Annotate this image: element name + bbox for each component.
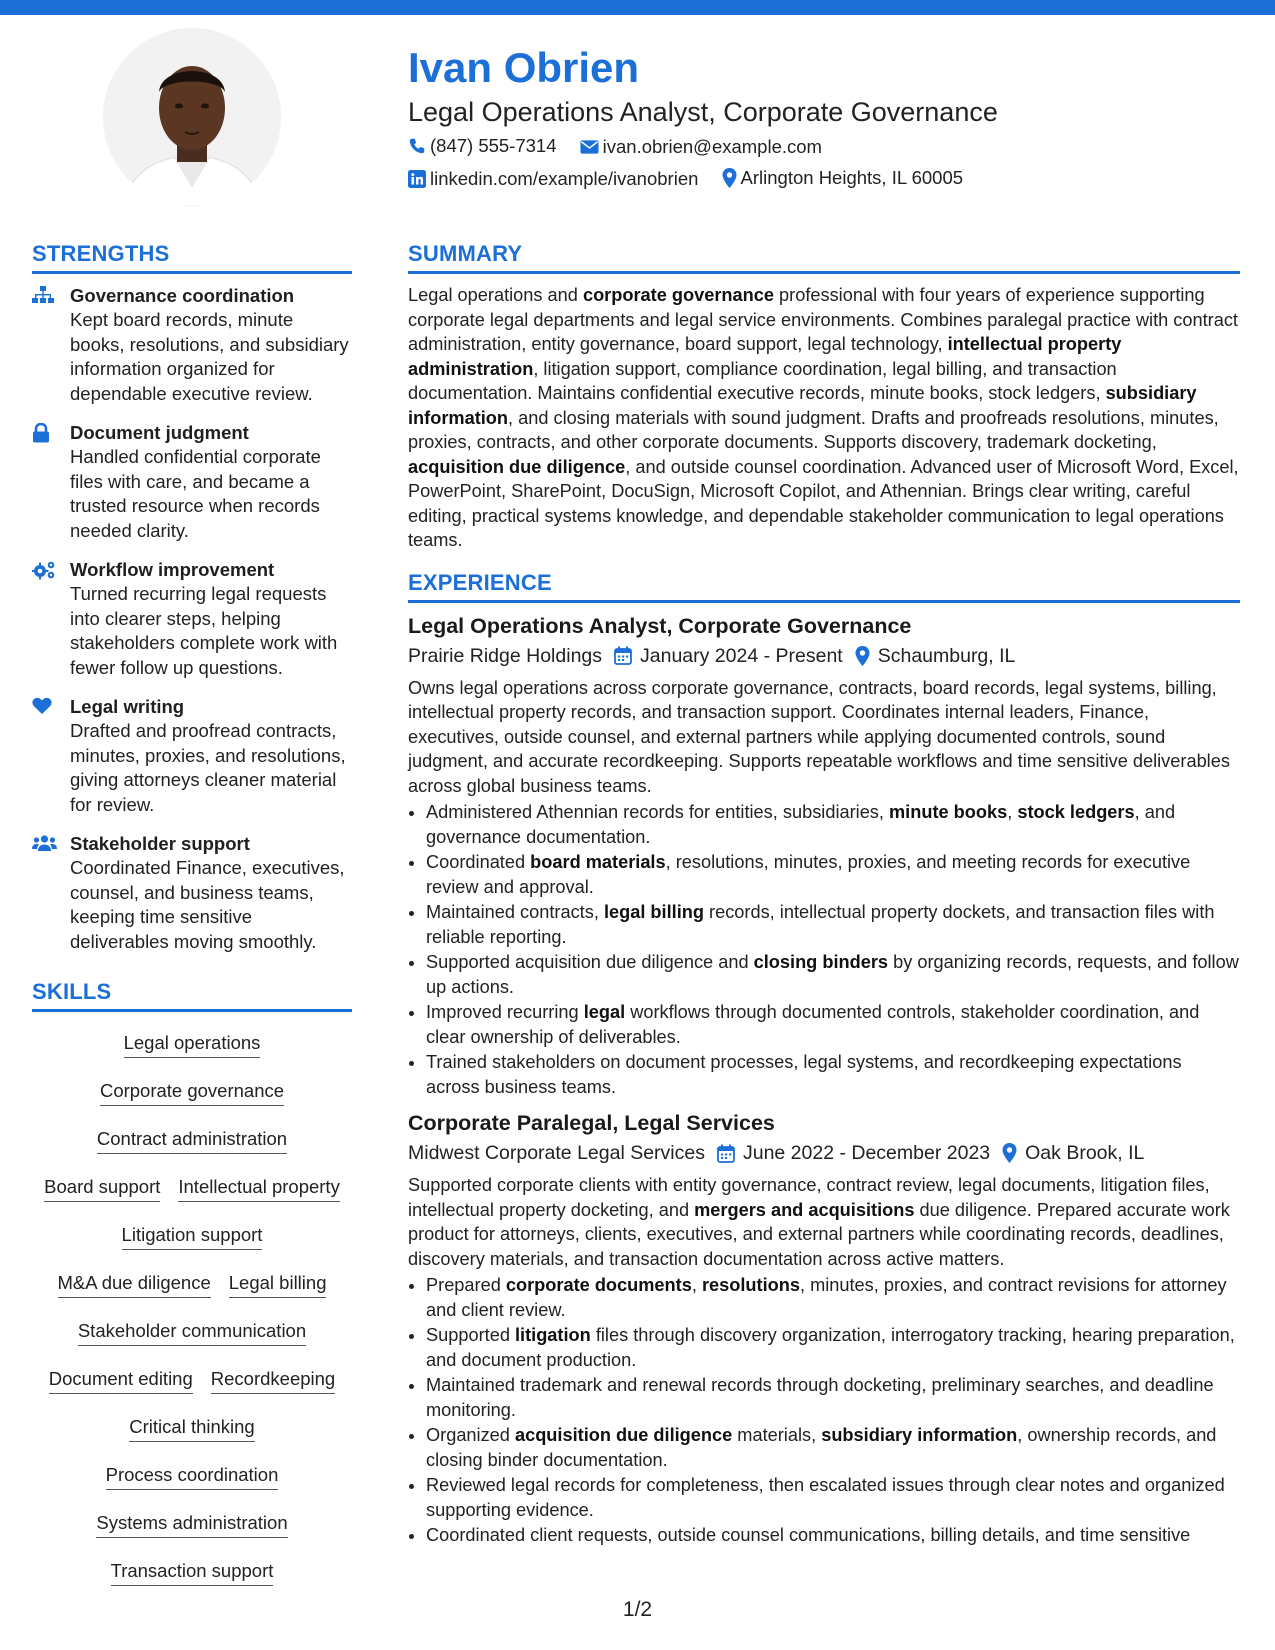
bullet-item [426,1323,1240,1372]
text-run: Coordinated [426,852,531,872]
text-run: Improved recurring [426,1002,584,1022]
emphasized-text: acquisition due diligence [408,456,626,477]
candidate-name: Ivan Obrien [408,44,640,91]
job-title: Legal Operations Analyst, Corporate Governance [408,613,912,638]
text-run: , [1007,802,1018,822]
strength-title: Governance coordination [70,285,295,306]
experience-heading: EXPERIENCE [408,569,1240,603]
bullet-item [426,1523,1240,1548]
strength-desc: Drafted and proofread contracts, minutes, proxies, and resolutions, giving attorneys cleaner material for review. [70,720,346,815]
text-run: , litigation support, compliance coordination, legal billing, and transaction documentation. Maintains confidential executive records, minute books, stock ledgers, [408,358,1117,403]
job-entry [408,612,1240,1100]
skill-tag: Recordkeeping [211,1367,335,1394]
summary-heading: SUMMARY [408,240,1240,274]
lock-icon [32,423,50,443]
bullet-item [426,1000,1240,1049]
strength-desc: Coordinated Finance, executives, counsel, and business teams, keeping time sensitive deliverables moving smoothly. [70,857,345,952]
text-run: Administered Athennian records for entities, subsidiaries, [426,802,890,822]
bullet-item [426,900,1240,949]
org-chart-icon [32,286,54,304]
strength-title: Document judgment [70,422,249,443]
text-run: Maintained contracts, [426,902,604,922]
strength-item [32,283,352,406]
text-run: Prepared [426,1275,506,1295]
text-run: Trained stakeholders on document processes, legal systems, and recordkeeping expectations across business teams. [426,1052,1182,1097]
job-description: Owns legal operations across corporate governance, contracts, board records, legal systems, billing, intellectual property records, and transaction support. Coordinates internal leaders, Finance, executives, outside counsel, and external partners while applying documented controls, sound judgment, and accurate recordkeeping. Supports repeatable workflows and time sensitive deliverables across global business teams. [408,677,1230,796]
skill-tag: Critical thinking [129,1415,254,1442]
emphasized-text: corporate documents [505,1275,692,1295]
bullet-item [426,1050,1240,1099]
text-run: Legal operations and [408,285,583,305]
text-run: Maintained trademark and renewal records through docketing, preliminary searches, and deadline monitoring. [426,1375,1214,1420]
calendar-icon [614,646,632,665]
emphasized-text: subsidiary information [408,383,1197,428]
text-run: , and outside counsel coordination. Advanced user of Microsoft Word, Excel, PowerPoint, SharePoint, DocuSign, Microsoft Copilot, and Athennian. Brings clear writing, careful editing, practical systems knowledge, and dependable stakeholder communication to legal operations teams. [408,456,1239,550]
strength-desc: Turned recurring legal requests into clearer steps, helping stakeholders complete work with fewer follow up questions. [70,583,338,678]
text-run: professional with four years of experience supporting corporate legal departments and legal service environments. Combines paralegal practice with contract administration, entity governance, board support, legal technology, [408,285,1238,354]
emphasized-text: litigation [514,1325,591,1345]
bullet-item [426,800,1240,849]
phone-icon [408,137,426,155]
map-pin-icon [1002,1143,1017,1163]
phone-contact[interactable] [408,134,557,158]
text-run: materials, [732,1425,822,1445]
bullet-item [426,1423,1240,1472]
strength-title: Stakeholder support [70,833,250,854]
strength-desc: Handled confidential corporate files with care, and became a trusted resource when records needed clarity. [70,446,321,541]
skill-tag: Transaction support [111,1559,274,1586]
text-run: Organized [426,1425,515,1445]
strength-item [32,694,352,817]
emphasized-text: board materials [530,852,666,872]
emphasized-text: mergers and acquisitions [694,1199,915,1220]
skill-tag: M&A due diligence [58,1271,211,1298]
map-pin-icon [855,646,870,666]
skill-tag: Systems administration [96,1511,287,1538]
emphasized-text: minute books [889,802,1008,822]
emphasized-text: acquisition due diligence [514,1425,733,1445]
strength-title: Workflow improvement [70,559,275,580]
linkedin-contact[interactable] [408,167,698,191]
skill-tag: Stakeholder communication [78,1319,306,1346]
gears-icon [32,560,56,580]
job-company: Prairie Ridge Holdings [408,644,603,667]
job-dates: January 2024 - Present [640,644,843,667]
skills-heading: SKILLS [32,978,352,1012]
skill-tag: Intellectual property [178,1175,339,1202]
text-run: Supported corporate clients with entity governance, contract review, legal documents, litigation files, intellectual property docketing, and [408,1175,1210,1220]
skill-tag: Litigation support [122,1223,263,1250]
emphasized-text: stock ledgers [1017,802,1135,822]
emphasized-text: legal [583,1002,626,1022]
emphasized-text: intellectual property administration [408,334,1122,379]
emphasized-text: closing binders [753,952,889,972]
linkedin-icon [408,170,426,188]
top-accent-bar [0,0,1275,15]
text-run: , minutes, proxies, and contract revisions for attorney and client review. [426,1275,1227,1320]
skill-tag: Board support [44,1175,160,1202]
envelope-icon [580,139,599,155]
skill-tag: Document editing [49,1367,193,1394]
job-bullets [408,1273,1240,1548]
text-run: Reviewed legal records for completeness, then escalated issues through clear notes and organized supporting evidence. [426,1475,1225,1520]
summary-text [408,283,1240,553]
profile-photo [103,28,281,206]
skill-tag: Legal billing [229,1271,327,1298]
job-meta [408,642,1240,670]
email-text: ivan.obrien@example.com [602,136,822,157]
bullet-item [426,950,1240,999]
text-run: records, intellectual property dockets, and transaction files with reliable reporting. [426,902,1215,947]
page-number: 1/2 [622,1598,653,1621]
skill-tag: Corporate governance [100,1079,284,1106]
strength-item [32,557,352,680]
job-entry [408,1109,1240,1548]
text-run: , and governance documentation. [426,802,1176,847]
right-column [408,240,1240,1549]
location-contact [722,166,964,190]
skill-tag: Legal operations [124,1031,261,1058]
contact-row-1 [408,134,840,161]
text-run: by organizing records, requests, and follow up actions. [426,952,1239,997]
text-run: , and closing materials with sound judgment. Drafts and proofreads resolutions, minutes, proxies, contracts, and other corporate documents. Supports discovery, trademark docketing, [408,407,1219,452]
contact-row-2 [408,166,981,194]
strength-item [32,420,352,543]
text-run: , [691,1275,702,1295]
skill-tag: Process coordination [106,1463,279,1490]
job-location: Oak Brook, IL [1025,1142,1145,1164]
users-icon [32,834,57,852]
bullet-item [426,1373,1240,1422]
strengths-heading: STRENGTHS [32,240,352,274]
calendar-icon [717,1144,735,1163]
location-text: Arlington Heights, IL 60005 [740,167,964,188]
text-run: , resolutions, minutes, proxies, and meeting records for executive review and approval. [426,852,1191,897]
strength-item [32,831,352,954]
phone-text: (847) 555-7314 [430,135,557,156]
bullet-item [426,1473,1240,1522]
job-company: Midwest Corporate Legal Services [408,1142,705,1164]
emphasized-text: resolutions [701,1275,800,1295]
job-description [408,1173,1240,1271]
bullet-item [426,850,1240,899]
text-run: Supported [426,1325,515,1345]
bullet-item [426,1273,1240,1322]
job-meta [408,1139,1240,1167]
email-contact[interactable] [580,135,822,159]
text-run: workflows through documented controls, stakeholder coordination, and clear ownership of deliverables. [426,1002,1200,1047]
heart-icon [32,697,52,715]
candidate-headline: Legal Operations Analyst, Corporate Governance [408,97,998,127]
strength-title: Legal writing [70,696,185,717]
linkedin-text: linkedin.com/example/ivanobrien [430,168,699,189]
job-bullets [408,800,1240,1099]
strength-desc: Kept board records, minute books, resolutions, and subsidiary information organized for dependable executive review. [70,309,349,404]
text-run: due diligence. Prepared accurate work product for attorneys, clients, executives, and external partners while coordinating records, deadlines, discovery materials, and transaction documentation across active matters. [408,1199,1230,1269]
text-run: files through discovery organization, interrogatory tracking, hearing preparation, and document production. [426,1325,1235,1370]
emphasized-text: subsidiary information [821,1425,1018,1445]
text-run: , ownership records, and closing binder documentation. [426,1425,1217,1470]
text-run: Coordinated client requests, outside counsel communications, billing details, and time sensitive [426,1525,1191,1545]
skills-list [32,1024,352,1600]
left-column [32,240,352,1600]
map-pin-icon [722,168,737,188]
skill-tag: Contract administration [97,1127,287,1154]
emphasized-text: legal billing [603,902,704,922]
job-title: Corporate Paralegal, Legal Services [408,1111,775,1135]
emphasized-text: corporate governance [582,285,774,305]
text-run: Supported acquisition due diligence and [426,952,754,972]
job-location: Schaumburg, IL [877,644,1016,667]
job-dates: June 2022 - December 2023 [742,1142,991,1164]
